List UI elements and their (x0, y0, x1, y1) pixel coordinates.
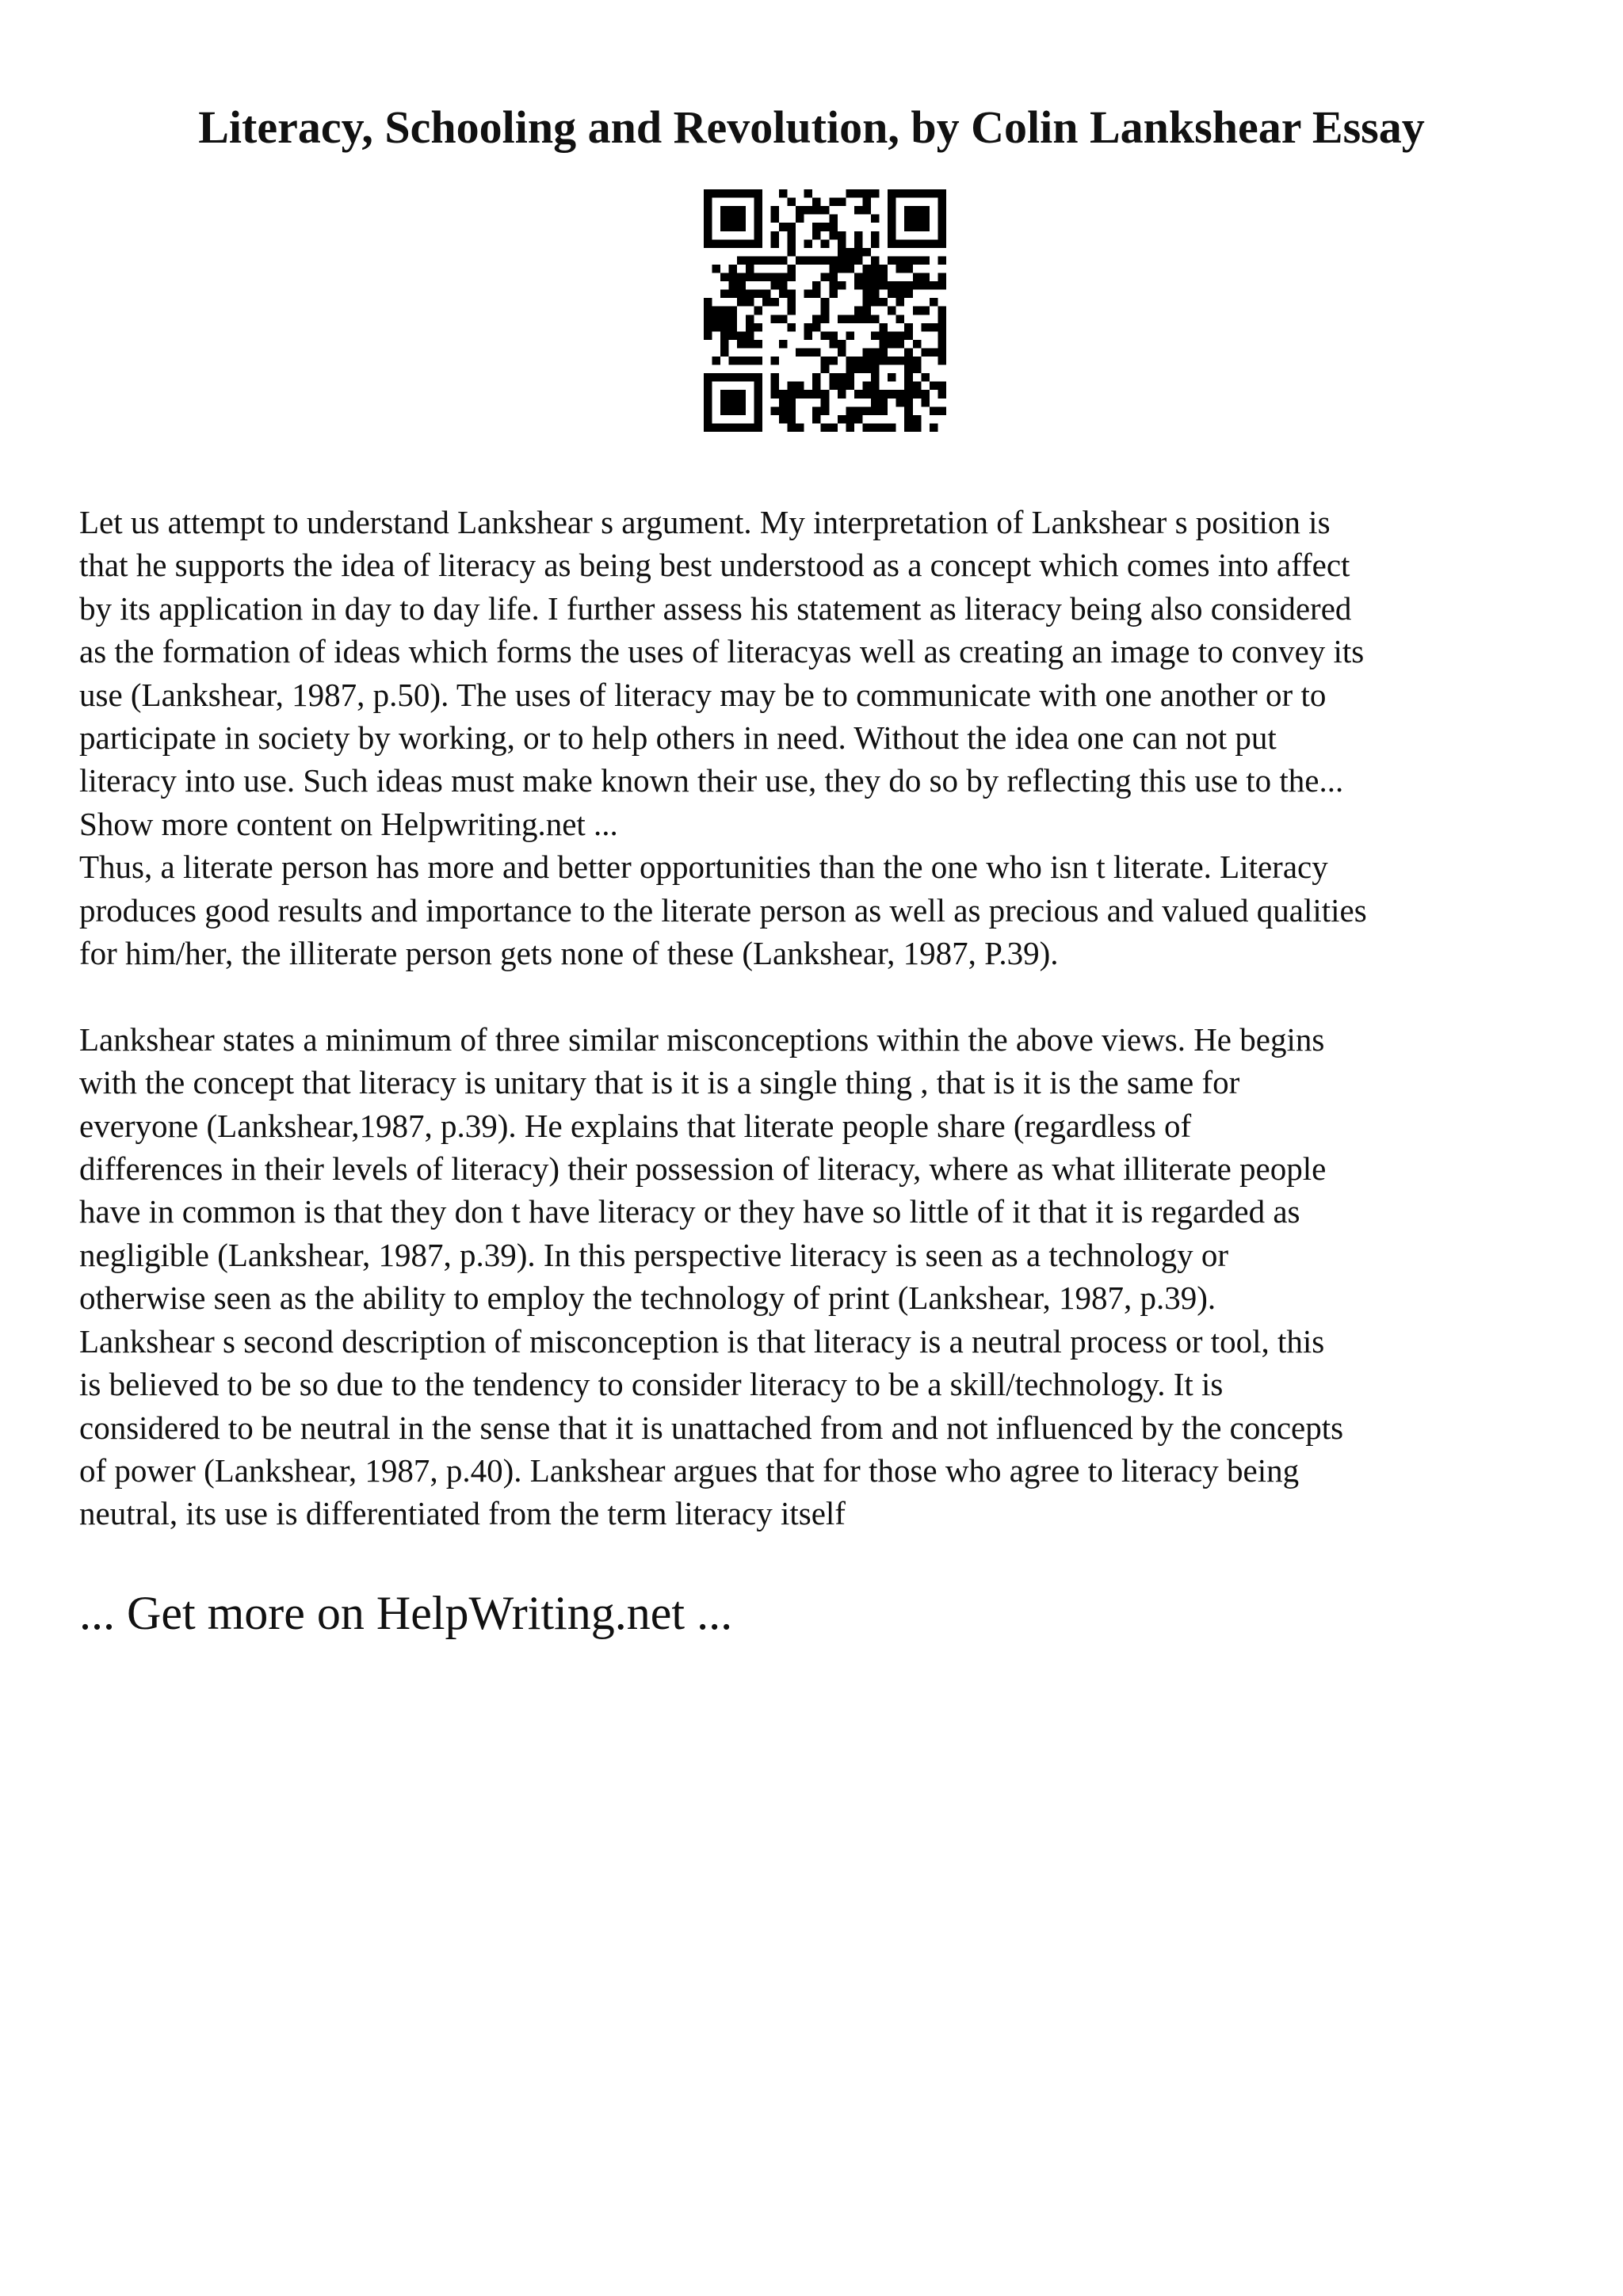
text-line: Let us attempt to understand Lankshear s argument. My interpretation of Lankshear s position is (79, 504, 1331, 540)
qr-code-icon (704, 189, 946, 432)
text-line: negligible (Lankshear, 1987, p.39). In this perspective literacy is seen as a technology or (79, 1236, 1228, 1273)
text-line: produces good results and importance to the literate person as well as precious and valued qualities (79, 891, 1367, 929)
text-line: as the formation of ideas which forms the uses of literacyas well as creating an image to convey its (79, 633, 1365, 670)
text-line: participate in society by working, or to help others in need. Without the idea one can not put (79, 719, 1277, 757)
show-more-link[interactable]: Show more content on Helpwriting.net ... (79, 805, 618, 842)
text-line: of power (Lankshear, 1987, p.40). Lankshear argues that for those who agree to literacy being (79, 1451, 1300, 1489)
text-line: by its application in day to day life. I further assess his statement as literacy being also considered (79, 589, 1352, 627)
text-line: use (Lankshear, 1987, p.50). The uses of literacy may be to communicate with one another or to (79, 676, 1327, 713)
text-line: for him/her, the illiterate person gets none of these (Lankshear, 1987, P.39). (79, 935, 1059, 972)
text-line: Thus, a literate person has more and better opportunities than the one who isn t literate. Literacy (79, 849, 1328, 886)
text-line: have in common is that they don t have literacy or they have so little of it that it is regarded as (79, 1193, 1300, 1230)
text-line: considered to be neutral in the sense that it is unattached from and not influenced by the concepts (79, 1409, 1344, 1446)
document-title: Literacy, Schooling and Revolution, by Colin Lankshear Essay (198, 101, 1425, 153)
text-line: Lankshear s second description of misconception is that literacy is a neutral process or tool, this (79, 1322, 1325, 1360)
paragraph-1 (79, 501, 1553, 974)
paragraph-2 (79, 1018, 1553, 1535)
text-line: neutral, its use is differentiated from the term literacy itself (79, 1495, 846, 1532)
text-line: otherwise seen as the ability to employ the technology of print (Lankshear, 1987, p.39). (79, 1280, 1216, 1317)
text-line: that he supports the idea of literacy as being best understood as a concept which comes into affect (79, 547, 1350, 584)
get-more-link[interactable]: ... Get more on HelpWriting.net ... (79, 1587, 733, 1639)
text-line: with the concept that literacy is unitary that is it is a single thing , that is it is the same for (79, 1064, 1240, 1101)
text-line: Lankshear states a minimum of three similar misconceptions within the above views. He begins (79, 1020, 1325, 1058)
paragraph-spacer (79, 974, 1553, 1017)
essay-body (79, 501, 1553, 1535)
text-line: differences in their levels of literacy) their possession of literacy, where as what illiterate people (79, 1150, 1327, 1188)
text-line: is believed to be so due to the tendency to consider literacy to be a skill/technology. It is (79, 1366, 1224, 1403)
text-line: literacy into use. Such ideas must make known their use, they do so by reflecting this use to the... (79, 762, 1344, 799)
text-line: everyone (Lankshear,1987, p.39). He explains that literate people share (regardless of (79, 1107, 1192, 1144)
